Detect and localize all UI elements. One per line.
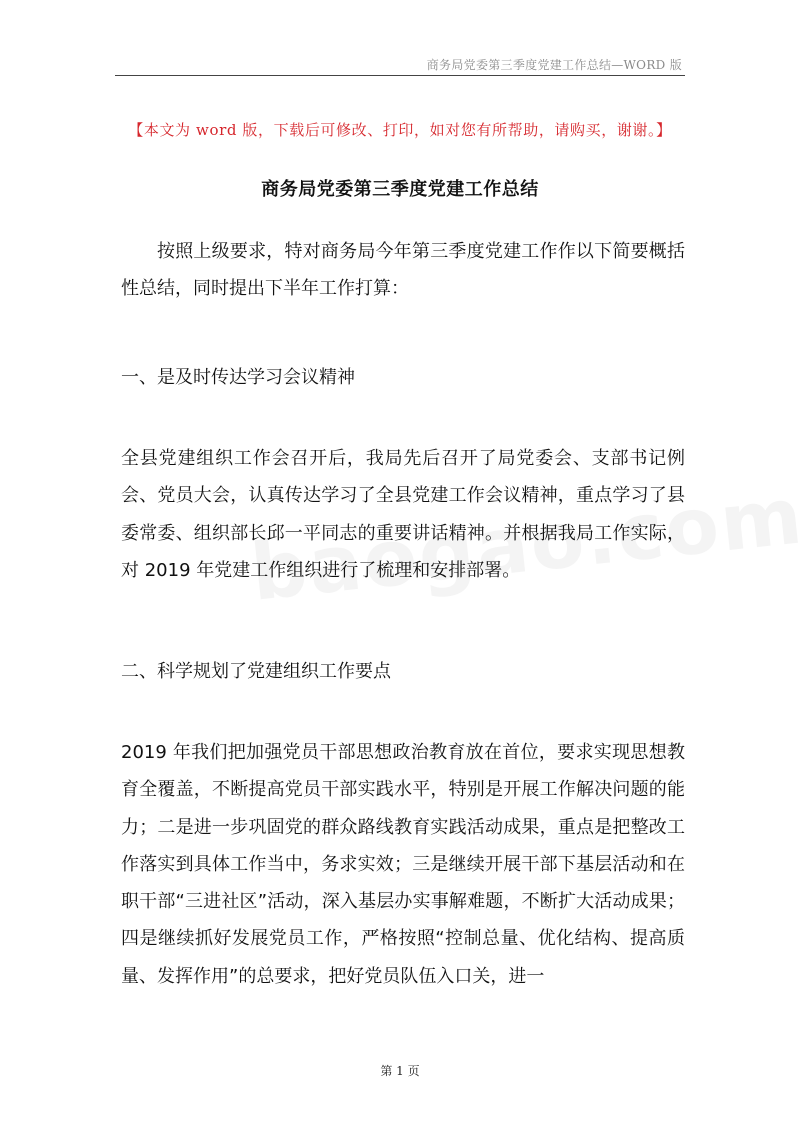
page-header-title: 商务局党委第三季度党建工作总结—WORD 版	[426, 58, 682, 72]
section2-paragraph: 2019 年我们把加强党员干部思想政治教育放在首位，要求实现思想教育全覆盖，不断提高党员干部实践水平，特别是开展工作解决问题的能力；二是进一步巩固党的群众路线教育实践活动成果，重点是把整改工作落实到具体工作当中，务求实效；三是继续开展干部下基层活动和在职干部“三进社区”活动，深入基层办实事解难题，不断扩大活动成果；四是继续抓好发展党员工作，严格按照“控制总量、优化结构、提高质量、发挥作用”的总要求，把好党员队伍入口关，进一	[121, 742, 685, 987]
section2-heading: 二、科学规划了党建组织工作要点	[121, 661, 391, 682]
download-notice: 【本文为 word 版，下载后可修改、打印，如对您有所帮助，请购买，谢谢。】	[128, 121, 672, 139]
intro-paragraph: 按照上级要求，特对商务局今年第三季度党建工作作以下简要概括性总结，同时提出下半年工作打算：	[121, 241, 685, 300]
header-divider	[115, 75, 685, 76]
section1-paragraph: 全县党建组织工作会召开后，我局先后召开了局党委会、支部书记例会、党员大会，认真传达学习了全县党建工作会议精神，重点学习了县委常委、组织部长邱一平同志的重要讲话精神。并根据我局工作实际，对 2019 年党建工作组织进行了梳理和安排部署。	[121, 448, 685, 581]
section1-heading: 一、是及时传达学习会议精神	[121, 367, 355, 388]
page-number: 第 1 页	[380, 1064, 420, 1078]
document-title: 商务局党委第三季度党建工作总结	[261, 179, 539, 200]
